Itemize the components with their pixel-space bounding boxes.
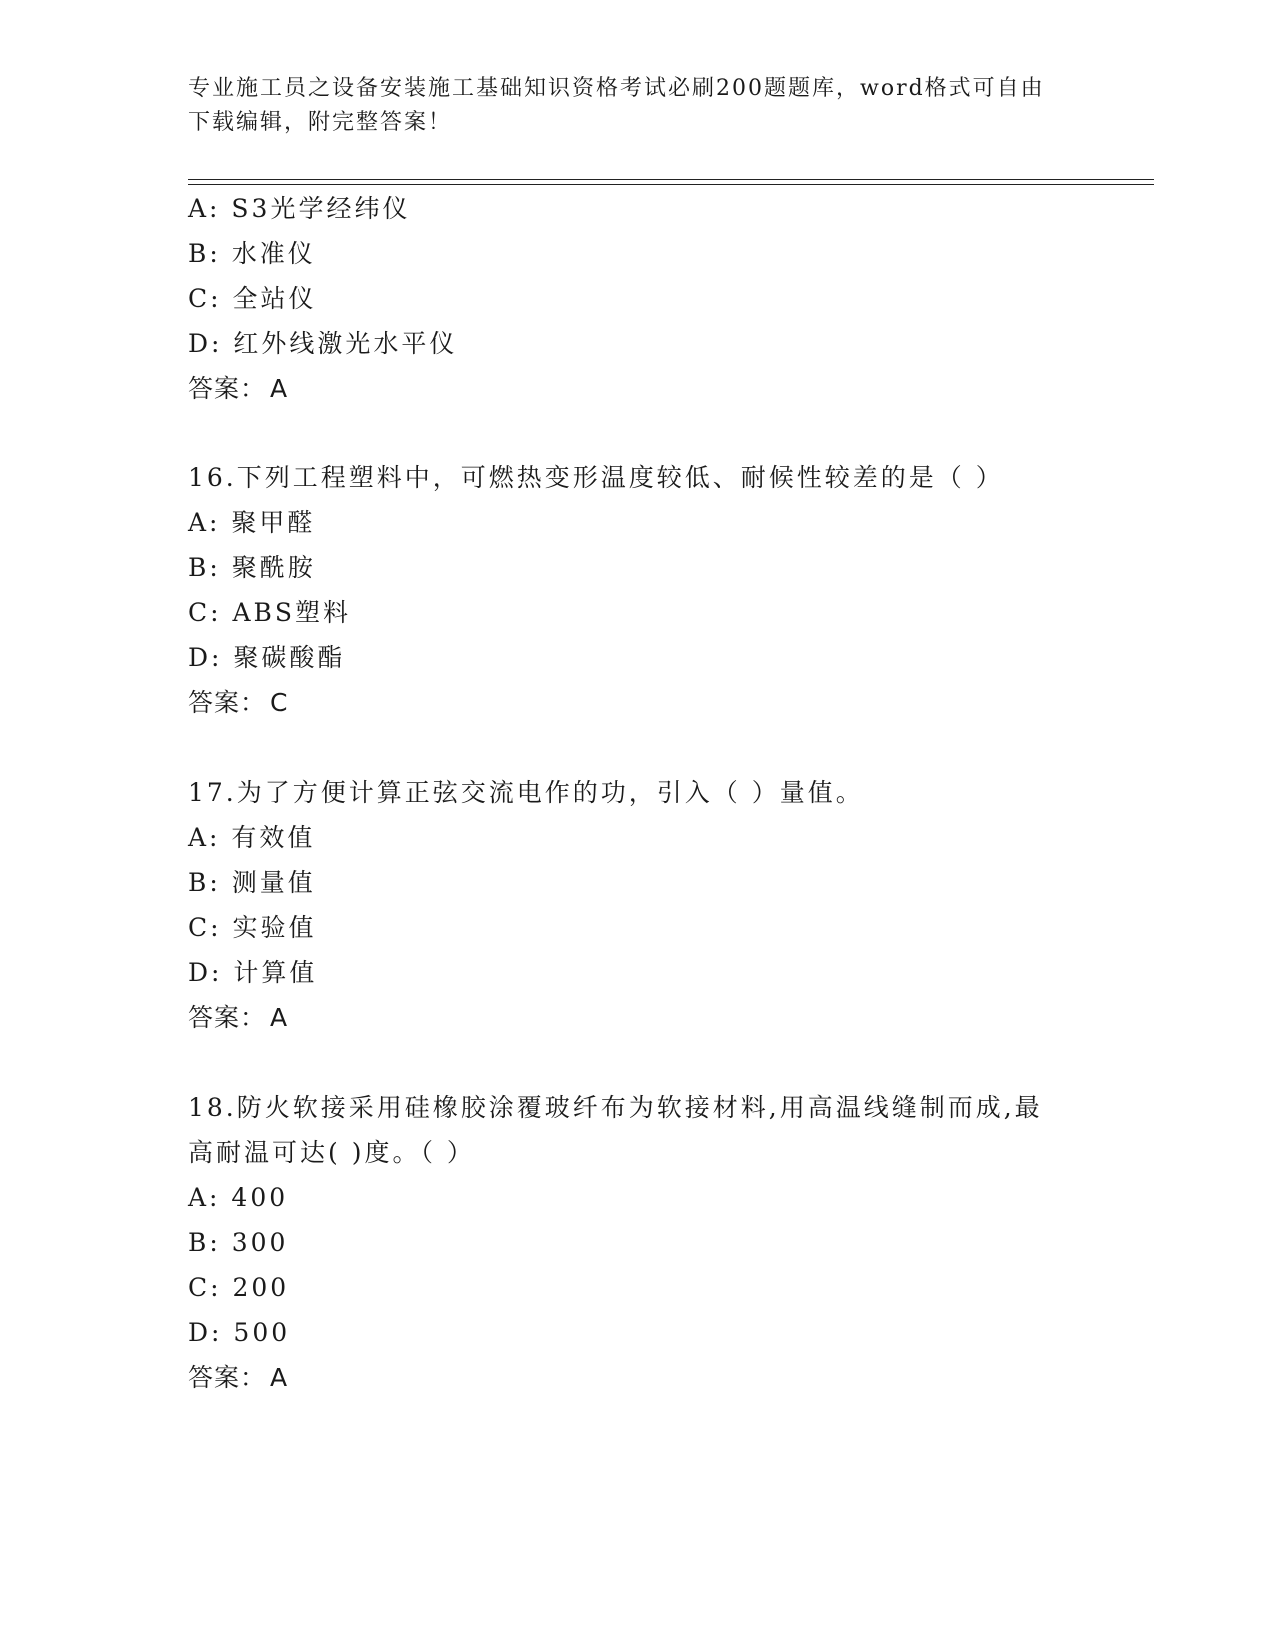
q17-answer-value: A xyxy=(270,1003,289,1032)
q15-option-b: B: 水准仪 xyxy=(188,239,316,268)
q18-question-line-2: 高耐温可达( )度。（ ） xyxy=(188,1138,475,1167)
answer-label: 答案： xyxy=(188,1003,267,1032)
answer-label: 答案： xyxy=(188,1363,267,1392)
q17-option-b: B: 测量值 xyxy=(188,868,316,897)
q18-answer-value: A xyxy=(270,1363,289,1392)
q15-answer-value: A xyxy=(270,374,289,403)
q16-option-b: B: 聚酰胺 xyxy=(188,553,316,582)
answer-label: 答案： xyxy=(188,374,267,403)
q17-option-d: D: 计算值 xyxy=(188,958,318,987)
q15-answer xyxy=(188,373,288,405)
q15-option-c: C: 全站仪 xyxy=(188,284,317,313)
q17-option-a: A: 有效值 xyxy=(188,823,316,852)
q15-option-d: D: 红外线激光水平仪 xyxy=(188,329,458,358)
q17-answer xyxy=(188,1002,288,1034)
q16-answer xyxy=(188,687,288,719)
header-divider-top xyxy=(188,179,1154,180)
q17-option-c: C: 实验值 xyxy=(188,913,317,942)
q17-question: 17.为了方便计算正弦交流电作的功，引入（ ）量值。 xyxy=(188,778,864,807)
header-divider-bottom xyxy=(188,184,1154,185)
answer-label: 答案： xyxy=(188,688,267,717)
q16-answer-value: C xyxy=(270,688,289,717)
q18-question-line-1: 18.防火软接采用硅橡胶涂覆玻纤布为软接材料,用高温线缝制而成,最 xyxy=(188,1093,1043,1122)
q16-option-a: A: 聚甲醛 xyxy=(188,508,316,537)
q16-option-c: C: ABS塑料 xyxy=(188,598,352,627)
q18-option-d: D: 500 xyxy=(188,1318,291,1347)
q18-option-c: C: 200 xyxy=(188,1273,290,1302)
q16-question: 16.下列工程塑料中，可燃热变形温度较低、耐候性较差的是（ ） xyxy=(188,463,1004,492)
document-header xyxy=(188,72,1088,140)
q16-option-d: D: 聚碳酸酯 xyxy=(188,643,346,672)
q18-option-a: A: 400 xyxy=(188,1183,289,1212)
header-line-1: 专业施工员之设备安装施工基础知识资格考试必刷200题题库，word格式可自由 xyxy=(188,76,1045,101)
q18-option-b: B: 300 xyxy=(188,1228,289,1257)
q18-answer xyxy=(188,1362,288,1394)
header-line-2: 下载编辑，附完整答案！ xyxy=(188,110,453,135)
q15-option-a: A: S3光学经纬仪 xyxy=(188,194,411,223)
